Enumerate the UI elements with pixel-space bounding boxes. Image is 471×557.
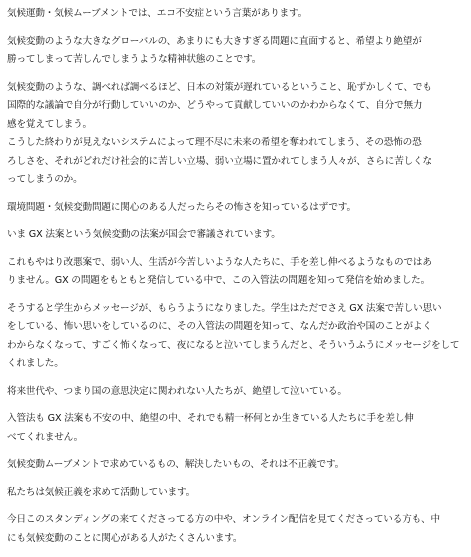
document-body bbox=[7, 5, 467, 557]
paragraph bbox=[7, 79, 467, 135]
paragraph bbox=[7, 383, 467, 402]
text-line: 気候変動のような、調べれば調べるほど、日本の対策が遅れているということ、恥ずかしくて、でも bbox=[7, 81, 432, 93]
text-line: 国際的な議論で自分が行動していいのか、どうやって貢献していいのかわからなくて、自分で無力 bbox=[7, 100, 423, 111]
text-line: 勝ってしまって苦しんでしまうような精神状態のことです。 bbox=[7, 54, 262, 65]
paragraph bbox=[7, 33, 467, 70]
text-line: 気候変動のような大きなグローバルの、あまりにも大きすぎる問題に直面すると、希望より絶望が bbox=[7, 35, 422, 47]
paragraph bbox=[7, 456, 467, 475]
paragraph bbox=[7, 484, 467, 503]
text-line: わからなくなって、すごく怖くなって、夜になると泣いてしまうんだと、そういうふうにメッセージをして bbox=[7, 339, 460, 351]
paragraph bbox=[7, 226, 467, 245]
text-line: 将来世代や、つまり国の意思決定に関われない人たちが、絶望して泣いている。 bbox=[7, 385, 347, 397]
text-line: りません。GX の問題をもともと発信している中で、この入管法の問題を知って発信を始めました。 bbox=[7, 275, 431, 286]
paragraph bbox=[7, 134, 467, 190]
text-line: これもやはり改悪案で、弱い人、生活が今苦しいような人たちに、手を差し伸べるようなものではあ bbox=[7, 256, 432, 268]
paragraph bbox=[7, 300, 467, 374]
text-line: 気候変動ムーブメントで求めているもの、解決したいもの、それは不正義です。 bbox=[7, 459, 345, 470]
text-line: 今日このスタンディングの来てくださってる方の中や、オンライン配信を見てくださっている方も、中 bbox=[7, 514, 440, 525]
text-line: こうした終わりが見えないシステムによって理不尽に未来の希望を奪われてしまう、その恐怖の恐 bbox=[7, 137, 422, 148]
paragraph bbox=[7, 199, 467, 218]
text-line: そうすると学生からメッセージが、もらうようになりました。学生はただでさえ GX 法案で苦しい思い bbox=[7, 302, 442, 314]
paragraph bbox=[7, 254, 467, 291]
paragraph bbox=[7, 410, 467, 447]
text-line: 入管法も GX 法案も不安の中、絶望の中、それでも精一杯何とか生きている人たちに手を差し伸 bbox=[7, 413, 414, 424]
text-line: ってしまうのか。 bbox=[7, 174, 83, 185]
paragraph bbox=[7, 5, 467, 24]
paragraph bbox=[7, 511, 467, 548]
text-line: にも気候変動のことに関心がある人がたくさんいます。 bbox=[7, 532, 243, 544]
text-line: くれました。 bbox=[7, 358, 64, 369]
text-line: をしている、怖い思いをしているのに、その入管法の問題を知って、なんだか政治や国のことがよく bbox=[7, 321, 432, 332]
text-line: 私たちは気候正義を求めて活動しています。 bbox=[7, 486, 196, 498]
text-line: 感を覚えてしまう。 bbox=[7, 118, 92, 130]
text-line: ろしさを、それがどれだけ社会的に苦しい立場、弱い立場に置かれてしまう人々が、さらに苦しくな bbox=[7, 155, 432, 167]
text-line: 気候運動・気候ムーブメントでは、エコ不安症という言葉があります。 bbox=[7, 8, 308, 19]
text-line: いま GX 法案という気候変動の法案が国会で審議されています。 bbox=[7, 229, 281, 240]
text-line: べてくれません。 bbox=[7, 431, 84, 443]
text-line: 環境問題・気候変動問題に関心のある人だったらその怖さを知っているはずです。 bbox=[7, 201, 356, 213]
